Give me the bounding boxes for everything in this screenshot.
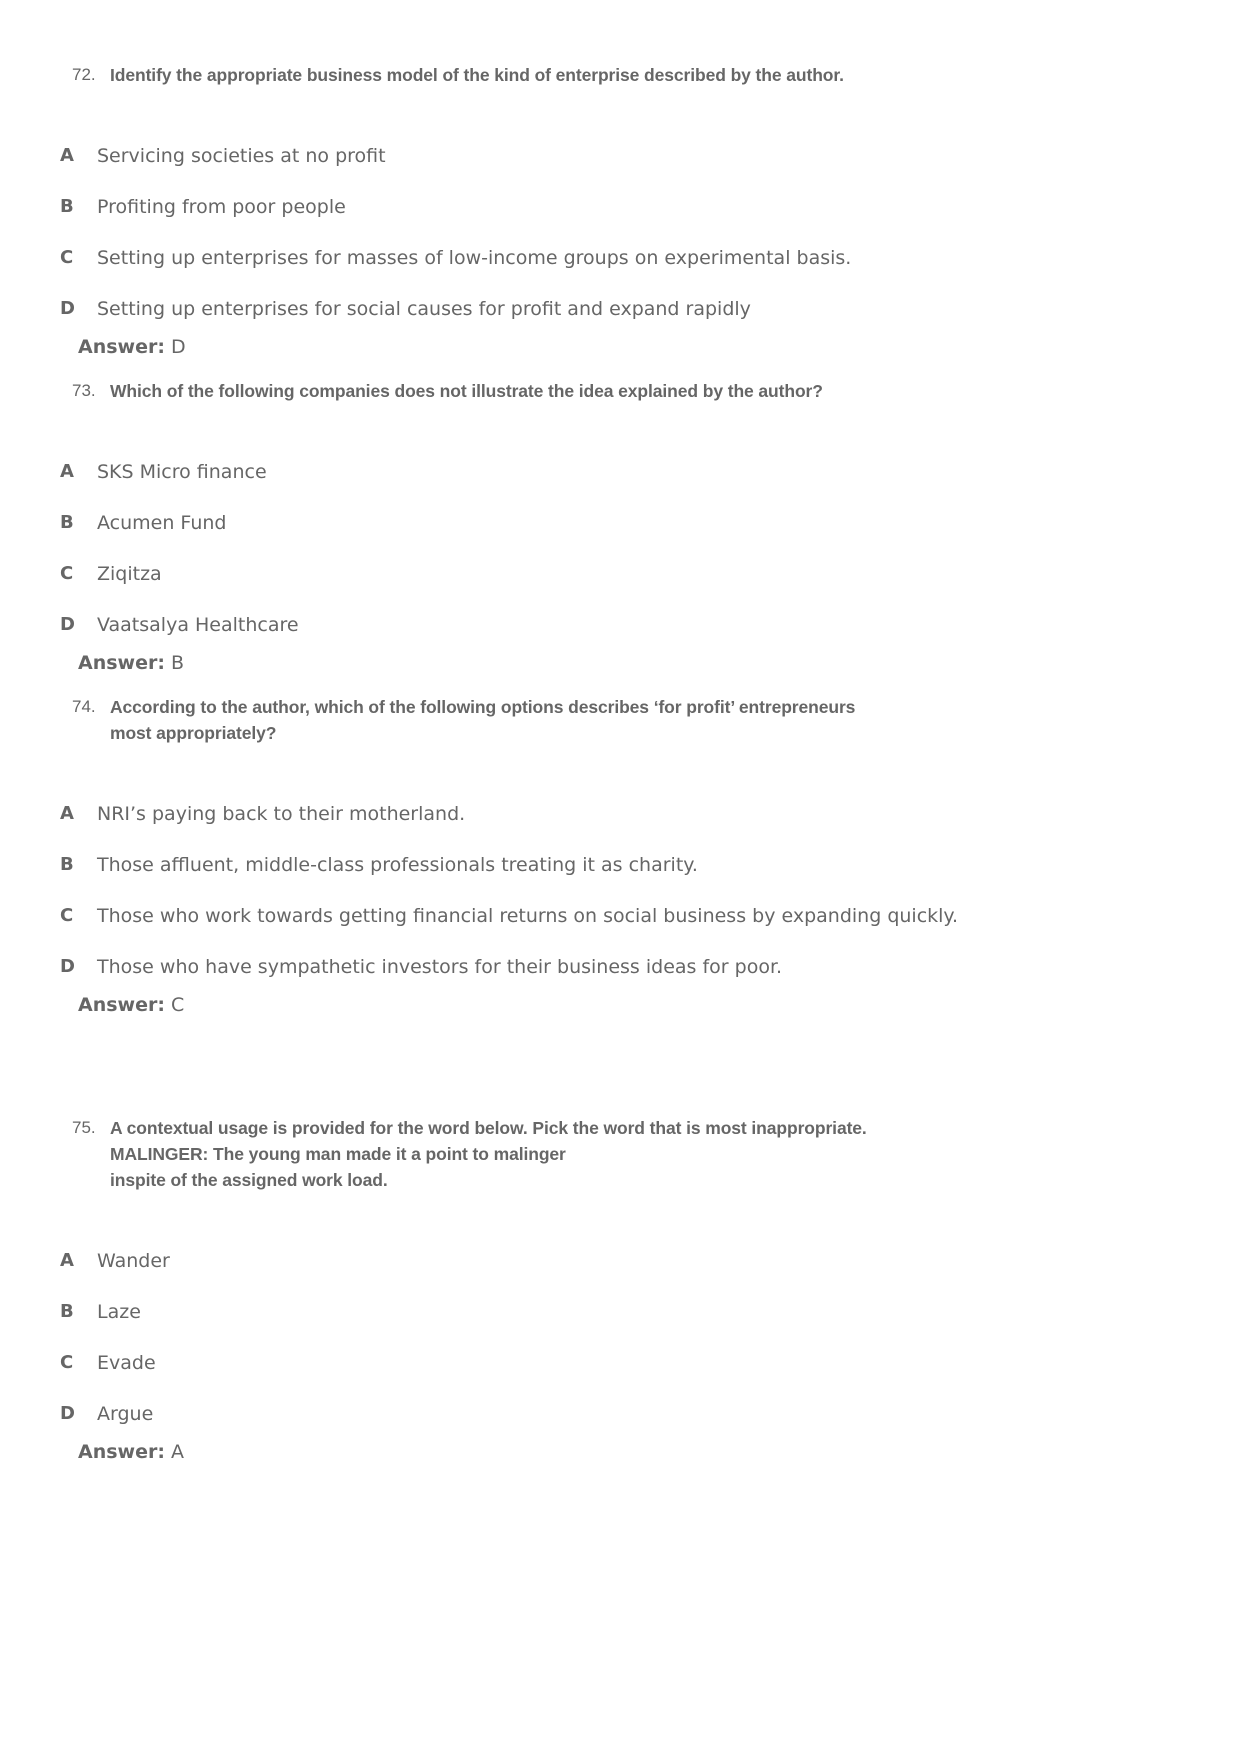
option-b <box>0 510 1240 561</box>
option-c <box>0 903 1240 954</box>
question-number: 73. <box>72 381 96 400</box>
question-number: 74. <box>72 697 96 716</box>
answer <box>0 992 1240 1018</box>
answer <box>0 650 1240 676</box>
option-text: Wander <box>97 1250 170 1272</box>
option-letter: D <box>60 956 75 977</box>
question-line: Which of the following companies does not illustrate the idea explained by the author? <box>110 381 823 401</box>
option-text: Setting up enterprises for masses of low-income groups on experimental basis. <box>97 247 852 269</box>
question-74 <box>0 694 1240 1018</box>
question-text <box>110 694 1240 746</box>
question-line: A contextual usage is provided for the word below. Pick the word that is most inappropriate. <box>110 1118 867 1138</box>
answer <box>0 334 1240 360</box>
answer-label: Answer: <box>78 1441 165 1463</box>
option-a <box>0 459 1240 510</box>
question-text <box>110 62 1240 88</box>
option-letter: B <box>60 854 74 875</box>
option-letter: A <box>60 461 74 482</box>
question-72 <box>0 62 1240 360</box>
question-line: most appropriately? <box>110 723 277 743</box>
answer-label: Answer: <box>78 336 165 358</box>
option-text: Setting up enterprises for social causes for profit and expand rapidly <box>97 298 751 320</box>
question-text <box>110 1115 1240 1193</box>
question-number: 72. <box>72 65 96 84</box>
option-letter: D <box>60 614 75 635</box>
answer <box>0 1439 1240 1465</box>
option-c <box>0 561 1240 612</box>
question-header <box>0 694 1240 746</box>
question-text <box>110 378 1240 404</box>
option-letter: D <box>60 1403 75 1424</box>
option-letter: C <box>60 1352 74 1373</box>
option-text: NRI’s paying back to their motherland. <box>97 803 466 825</box>
option-a <box>0 801 1240 852</box>
option-b <box>0 1299 1240 1350</box>
option-b <box>0 852 1240 903</box>
option-text: Those affluent, middle-class professionals treating it as charity. <box>97 854 698 876</box>
option-text: Those who work towards getting financial returns on social business by expanding quickly. <box>97 905 959 927</box>
option-letter: A <box>60 1250 74 1271</box>
option-b <box>0 194 1240 245</box>
option-text: Servicing societies at no profit <box>97 145 386 167</box>
question-line: MALINGER: The young man made it a point to malinger <box>110 1144 566 1164</box>
option-letter: D <box>60 298 75 319</box>
option-text: Vaatsalya Healthcare <box>97 614 299 636</box>
answer-value: B <box>171 652 185 674</box>
option-c <box>0 1350 1240 1401</box>
answer-value: A <box>171 1441 184 1463</box>
question-header <box>0 378 1240 404</box>
option-text: Those who have sympathetic investors for their business ideas for poor. <box>97 956 783 978</box>
option-a <box>0 1248 1240 1299</box>
option-text: Ziqitza <box>97 563 162 585</box>
answer-value: D <box>171 336 186 358</box>
option-d <box>0 954 1240 992</box>
option-text: SKS Micro finance <box>97 461 267 483</box>
option-letter: B <box>60 1301 74 1322</box>
question-line: Identify the appropriate business model of the kind of enterprise described by the author. <box>110 65 844 85</box>
question-line: inspite of the assigned work load. <box>110 1170 388 1190</box>
question-line: According to the author, which of the following options describes ‘for profit’ entrepreneurs <box>110 697 856 717</box>
question-75 <box>0 1115 1240 1465</box>
answer-label: Answer: <box>78 652 165 674</box>
option-c <box>0 245 1240 296</box>
option-letter: B <box>60 196 74 217</box>
option-d <box>0 1401 1240 1439</box>
option-text: Argue <box>97 1403 154 1425</box>
option-letter: A <box>60 803 74 824</box>
option-letter: C <box>60 247 74 268</box>
option-letter: B <box>60 512 74 533</box>
question-header <box>0 1115 1240 1193</box>
option-text: Laze <box>97 1301 141 1323</box>
option-text: Profiting from poor people <box>97 196 346 218</box>
answer-value: C <box>171 994 185 1016</box>
question-number: 75. <box>72 1118 96 1137</box>
option-letter: C <box>60 905 74 926</box>
option-letter: A <box>60 145 74 166</box>
option-letter: C <box>60 563 74 584</box>
option-d <box>0 612 1240 650</box>
option-a <box>0 143 1240 194</box>
option-text: Evade <box>97 1352 156 1374</box>
answer-label: Answer: <box>78 994 165 1016</box>
option-d <box>0 296 1240 334</box>
option-text: Acumen Fund <box>97 512 227 534</box>
question-73 <box>0 378 1240 676</box>
question-header <box>0 62 1240 88</box>
